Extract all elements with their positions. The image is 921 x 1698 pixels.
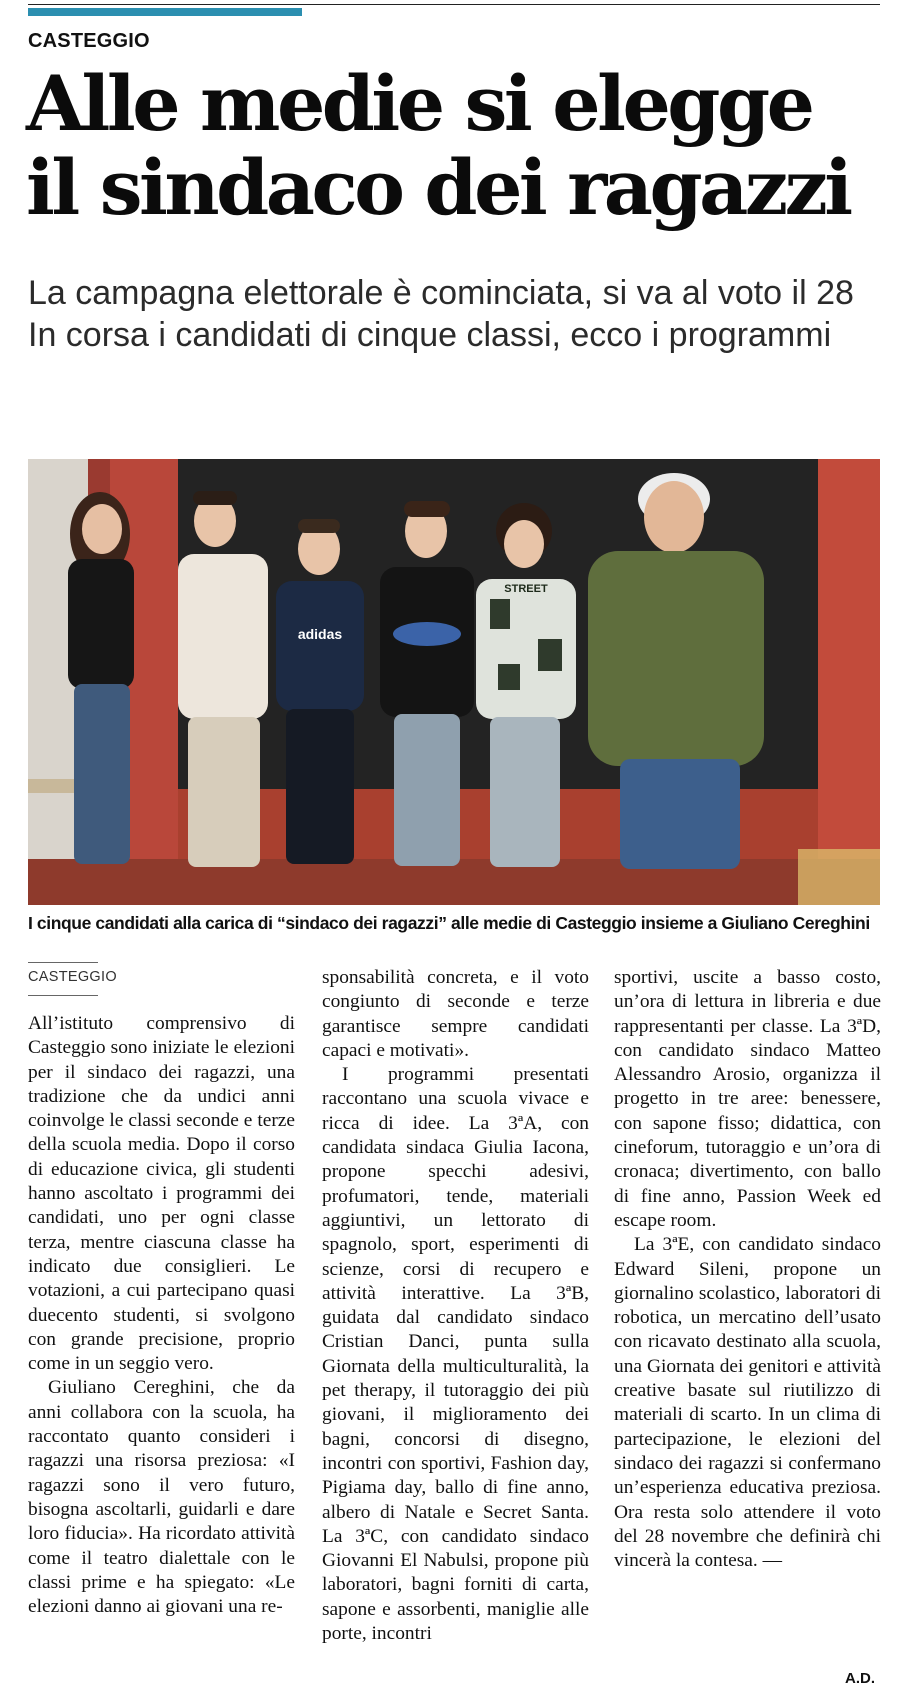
article-column-2 <box>322 966 589 1646</box>
article-column-3 <box>614 966 881 1573</box>
subheadline-line-2: In corsa i candidati di cinque classi, ecco i programmi <box>28 316 832 354</box>
subheadline-line-1: La campagna elettorale è cominciata, si va al voto il 28 <box>28 274 854 312</box>
top-rule <box>28 4 880 5</box>
shirt-text-2: STREET <box>504 583 548 595</box>
section-accent-bar <box>28 8 302 16</box>
subheadline <box>28 272 908 356</box>
group-photo <box>28 459 880 905</box>
body-paragraph: sportivi, uscite a basso costo, un’ora di lettura in libreria e due rappresentanti per classe. La 3ªD, con candidato sindaco Matteo Alessandro Arosio, organizza il progetto in tre aree: benessere, con sapone fisso; didattica, con cineforum, tutoraggio e un’ora di cronaca; divertimento, con ballo di fine anno, Passion Week ed escape room. <box>614 967 881 1231</box>
dateline-rule-top <box>28 962 98 963</box>
floor <box>28 859 880 905</box>
person-1 <box>68 492 134 864</box>
body-paragraph: All’istituto comprensivo di Casteggio sono iniziate le elezioni per il sindaco dei ragazzi, una tradizione che da undici anni coinvolge le classi seconde e terze della scuola media. Dopo il corso di educazione civica, gli studenti hanno ascoltato i programmi dei candidati, uno per ogni classe terza, mentre ciascuna classe ha indicato due consiglieri. Le votazioni, a cui partecipano quasi duecento studenti, si svolgono con grande precisione, proprio come in un seggio vero. <box>28 1013 295 1375</box>
dateline: CASTEGGIO <box>28 969 117 985</box>
kicker: CASTEGGIO <box>28 30 150 52</box>
shirt-text-1: adidas <box>297 626 343 642</box>
bag <box>798 849 880 905</box>
body-paragraph: Giuliano Cereghini, che da anni collabora con la scuola, ha raccontato quanto consideri i ragazzi una risorsa preziosa: «I ragazzi sono il vero futuro, bisogna ascoltarli, guidarli e dare loro fiducia». Ha ricordato attività come il teatro dialettale con le classi prime e ha spiegato: «Le elezioni danno ai giovani una re‐ <box>28 1377 295 1618</box>
dateline-rule-bottom <box>28 995 98 996</box>
body-paragraph: sponsabilità concreta, e il voto congiunto di seconde e terze garantisce sempre candidati capaci e motivati». <box>322 967 589 1061</box>
body-paragraph: I programmi presentati raccontano una scuola vivace e ricca di idee. La 3ªA, con candidata sindaca Giulia Iacona, propone specchi adesivi, profumatori, tende, materiali aggiuntivi, un lettorato di spagnolo, sport, esperimenti di scienze, corsi di recupero e attività interattive. La 3ªB, guidata dal candidato sindaco Cristian Danci, punta sulla Giornata della multiculturalità, la pet therapy, il tutoraggio dei più giovani, il miglioramento dei bagni, concorsi di disegno, incontri con sportivi, Fashion day, Pigiama day, ballo di fine anno, albero di Natale e Secret Santa. La 3ªC, con candidato sindaco Giovanni El Nabulsi, propone più laboratori, bagni forniti di carta, sapone e assorbenti, maniglie alle porte, incontri <box>322 1064 589 1645</box>
article-column-1 <box>28 1012 295 1619</box>
author-signature: A.D. <box>845 1670 875 1687</box>
body-paragraph: La 3ªE, con candidato sindaco Edward Sileni, propone un giornalino scolastico, laboratori di robotica, un mercatino dell’usato con ricavato destinato alla scuola, una Giornata dei genitori e attività creative basate sul riutilizzo di materiali di scarto. In un clima di partecipazione, le elezioni del sindaco dei ragazzi si confermano un’esperienza educativa preziosa. Ora resta solo attendere il voto del 28 novembre che definirà chi vincerà la contesa. — <box>614 1234 881 1572</box>
headline <box>26 59 906 232</box>
photo-caption: I cinque candidati alla carica di “sindaco dei ragazzi” alle medie di Casteggio insieme a Giuliano Cereghini <box>28 913 870 933</box>
headline-line-1: Alle medie si elegge <box>26 59 812 148</box>
group-photo-illustration <box>28 459 880 905</box>
headline-line-2: il sindaco dei ragazzi <box>26 143 850 232</box>
